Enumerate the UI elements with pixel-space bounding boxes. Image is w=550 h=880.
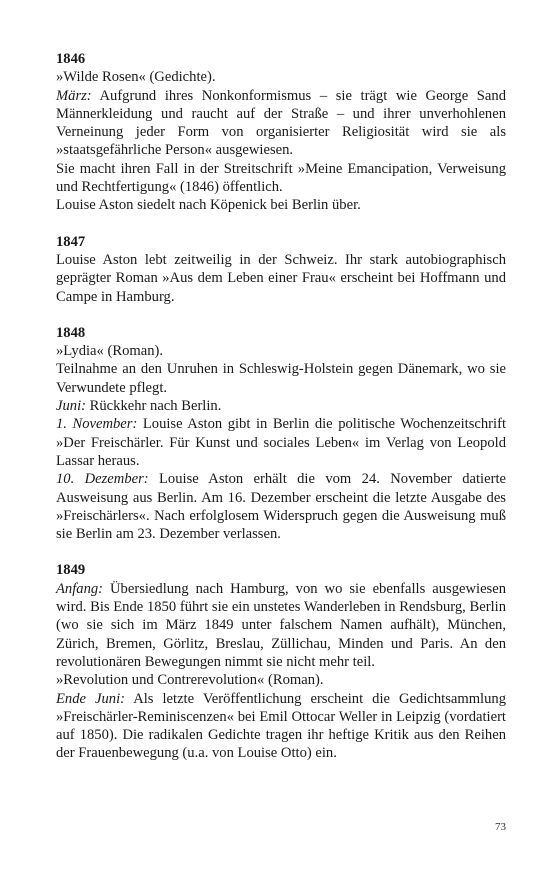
paragraph: 10. Dezember: Louise Aston erhält die vom 24. November datierte Ausweisung aus Berlin. Am 16. Dezember erscheint die letzte Ausgabe des »Freischärlers«. Nach erfolglosem Widerspruch gegen die Ausweisung muß sie Berlin am 23. Dezember verlassen. xyxy=(56,471,506,543)
paragraph: 1. November: Louise Aston gibt in Berlin die politische Wochenzeitschrift »Der Freischärler. Für Kunst und sociales Leben« im Verlag von Leopold Lassar heraus. xyxy=(56,416,507,469)
paragraph: März: Aufgrund ihres Nonkonformismus – sie trägt wie George Sand Männerkleidung und raucht auf der Straße – und ihrer unverhohlenen Verneinung jeder Form von organisierter Religiosität wird sie als »staatsgefährliche Person« ausgewiesen. xyxy=(56,87,506,159)
paragraph: »Revolution und Contrerevolution« (Roman). xyxy=(56,672,324,689)
date-label: März: xyxy=(56,87,92,104)
page-content xyxy=(56,50,506,781)
paragraph: »Lydia« (Roman). xyxy=(56,343,164,360)
date-label: 1. November: xyxy=(56,416,138,433)
paragraph: »Wilde Rosen« (Gedichte). xyxy=(56,69,216,86)
paragraph: Louise Aston siedelt nach Köpenick bei Berlin über. xyxy=(56,197,361,214)
section-1849 xyxy=(56,561,506,762)
paragraph: Anfang: Übersiedlung nach Hamburg, von wo sie ebenfalls ausgewiesen wird. Bis Ende 1850 führt sie ein unstetes Wanderleben in Rendsburg, Berlin (wo sie sich im März 1849 unter falschem Namen aufhält), München, Zürich, Bremen, Görlitz, Breslau, Züllichau, Minden und Paris. An den revolutionären Bewegungen nimmt sie nicht mehr teil. xyxy=(56,580,506,670)
paragraph: Louise Aston lebt zeitweilig in der Schweiz. Ihr stark autobiographisch geprägter Roman »Aus dem Leben einer Frau« erscheint bei Hoffmann und Campe in Hamburg. xyxy=(56,251,506,305)
paragraph: Sie macht ihren Fall in der Streitschrift »Meine Emancipation, Verweisung und Rechtfertigung« (1846) öffentlich. xyxy=(56,160,506,196)
paragraph: Juni: Rückkehr nach Berlin. xyxy=(56,398,222,415)
date-label: Ende Juni: xyxy=(56,690,125,707)
paragraph: Teilnahme an den Unruhen in Schleswig-Holstein gegen Dänemark, wo sie Verwundete pflegt. xyxy=(56,361,506,396)
year-heading: 1846 xyxy=(56,51,86,67)
year-heading: 1848 xyxy=(56,324,86,341)
date-label: Juni: xyxy=(56,398,86,415)
section-1848 xyxy=(56,324,506,544)
page-number: 73 xyxy=(495,821,506,833)
section-1846 xyxy=(56,50,506,215)
year-heading: 1849 xyxy=(56,562,86,579)
section-1847 xyxy=(56,233,506,306)
date-label: Anfang: xyxy=(56,580,104,597)
date-label: 10. Dezember: xyxy=(56,471,149,488)
paragraph: Ende Juni: Als letzte Veröffentlichung erscheint die Gedichtsammlung »Freischärler-Reminiscenzen« bei Emil Ottocar Weller in Leipzig (vordatiert auf 1850). Die radikalen Gedichte tragen ihr heftige Kritik aus den Reihen der Frauenbewegung (u.a. von Louise Otto) ein. xyxy=(56,690,507,762)
year-heading: 1847 xyxy=(56,233,86,250)
